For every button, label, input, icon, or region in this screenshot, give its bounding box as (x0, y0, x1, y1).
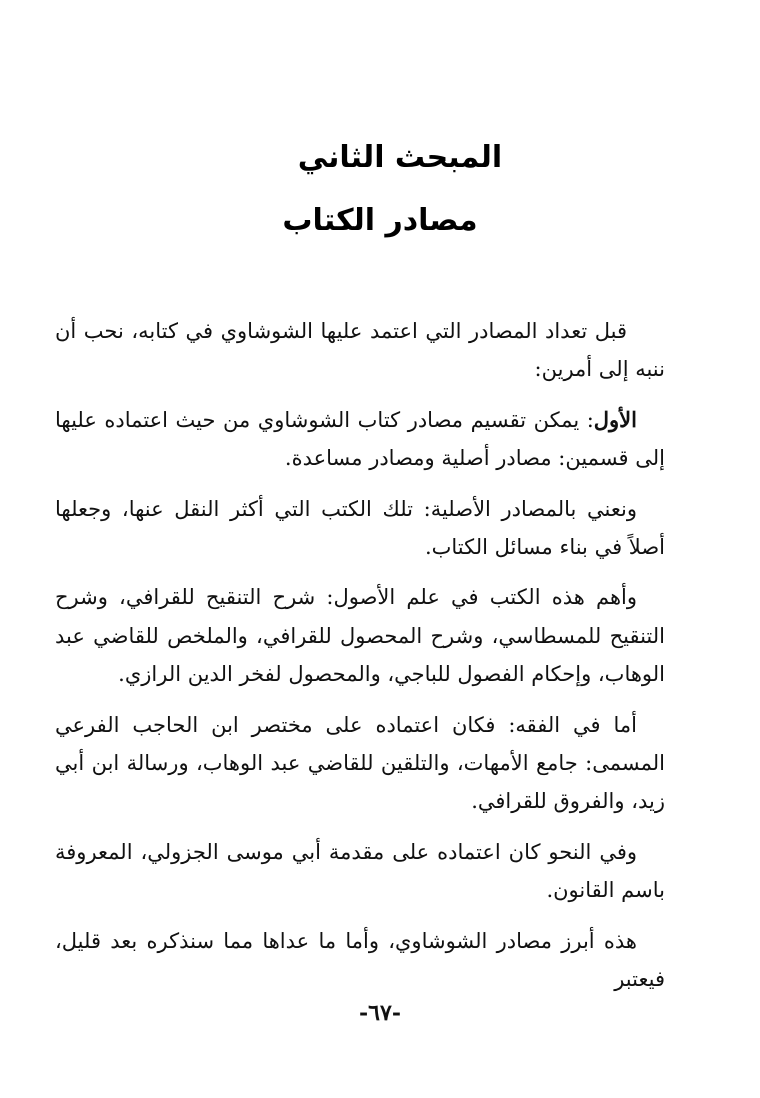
first-point-text: : يمكن تقسيم مصادر كتاب الشوشاوي من حيث اعتماده عليها إلى قسمين: مصادر أصلية ومصادر مساعدة. (55, 407, 665, 471)
first-point-lead: الأول (593, 406, 637, 432)
paragraph-nahw-books: وفي النحو كان اعتماده على مقدمة أبي موسى الجزولي، المعروفة باسم القانون. (55, 839, 665, 903)
paragraph-closing: هذه أبرز مصادر الشوشاوي، وأما ما عداها مما سنذكره بعد قليل، فيعتبر (55, 928, 665, 992)
paragraph-intro: قبل تعداد المصادر التي اعتمد عليها الشوشاوي في كتابه، نحب أن ننبه إلى أمرين: (55, 319, 665, 382)
page-number: -٦٧- (359, 1000, 401, 1026)
paragraph-fiqh-books: أما في الفقه: فكان اعتماده على مختصر ابن الحاجب الفرعي المسمى: جامع الأمهات، والتلقين للقاضي عبد الوهاب، ورسالة ابن أبي زيد، والفروق للقرافي. (55, 712, 665, 814)
paragraph-usul-books: وأهم هذه الكتب في علم الأصول: شرح التنقيح للقرافي، وشرح التنقيح للمسطاسي، وشرح المحصول للقرافي، والملخص للقاضي عبد الوهاب، وإحكام الفصول للباجي، والمحصول لفخر الدين الرازي. (55, 585, 665, 687)
chapter-title: المبحث الثاني (297, 140, 503, 175)
body-text (55, 312, 665, 1011)
paragraph-first-point (55, 401, 665, 478)
paragraph-original-sources: ونعني بالمصادر الأصلية: تلك الكتب التي أكثر النقل عنها، وجعلها أصلاً في بناء مسائل الكتاب. (55, 496, 665, 560)
section-title: مصادر الكتاب (282, 203, 478, 238)
